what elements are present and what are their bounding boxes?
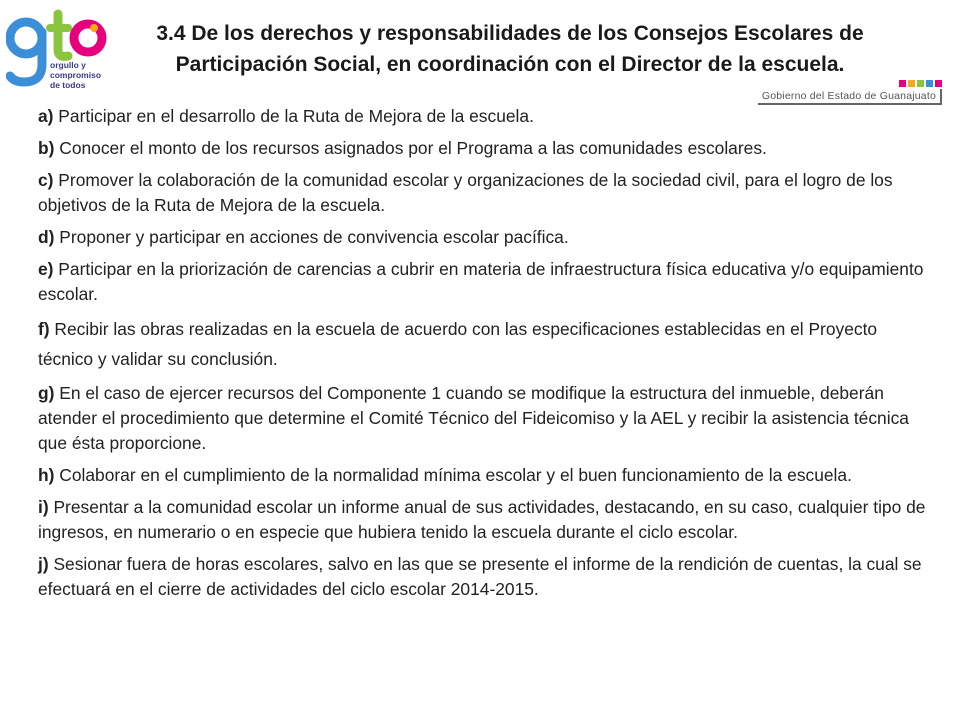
item-text: Recibir las obras realizadas en la escuela de acuerdo con las especificaciones establecidas en el Proyecto técnico y validar su conclusión.: [38, 319, 878, 369]
government-label: Gobierno del Estado de Guanajuato: [758, 89, 942, 105]
item-marker: g): [38, 383, 55, 403]
rights-list: [38, 104, 928, 609]
color-square: [899, 80, 906, 87]
color-square: [926, 80, 933, 87]
item-marker: d): [38, 227, 55, 247]
logo-tagline-line: compromiso: [50, 70, 102, 80]
item-marker: b): [38, 138, 55, 158]
page-title: 3.4 De los derechos y responsabilidades de los Consejos Escolares de Participación Social, en coordinación con el Director de la escuela.: [156, 22, 864, 76]
item-text: Participar en la priorización de carencias a cubrir en materia de infraestructura física educativa y/o equipamiento escolar.: [38, 259, 924, 304]
item-text: Conocer el monto de los recursos asignados por el Programa a las comunidades escolares.: [54, 138, 767, 158]
list-item: [38, 257, 928, 307]
item-marker: i): [38, 497, 49, 517]
item-text: Participar en el desarrollo de la Ruta de Mejora de la escuela.: [53, 106, 534, 126]
gto-logo: [6, 8, 110, 102]
item-marker: a): [38, 106, 54, 126]
color-squares: [758, 80, 942, 87]
list-item: [38, 495, 928, 545]
item-marker: j): [38, 554, 49, 574]
list-item: [38, 552, 928, 602]
color-square: [935, 80, 942, 87]
government-badge: [758, 80, 942, 105]
list-item: [38, 381, 928, 456]
item-marker: f): [38, 319, 50, 339]
logo-tagline-line: de todos: [50, 80, 86, 90]
item-text: En el caso de ejercer recursos del Componente 1 cuando se modifique la estructura del inmueble, deberán atender el procedimiento que determine el Comité Técnico del Fideicomiso y la AEL y recibir la asistencia técnica que ésta proporcione.: [38, 383, 909, 453]
list-item: [38, 463, 928, 488]
item-marker: e): [38, 259, 54, 279]
item-marker: c): [38, 170, 54, 190]
logo-tagline: [50, 60, 114, 90]
list-item: [38, 168, 928, 218]
list-item: [38, 104, 928, 129]
item-text: Promover la colaboración de la comunidad escolar y organizaciones de la sociedad civil, para el logro de los objetivos de la Ruta de Mejora de la escuela.: [38, 170, 893, 215]
item-text: Proponer y participar en acciones de convivencia escolar pacífica.: [54, 227, 569, 247]
item-text: Sesionar fuera de horas escolares, salvo en las que se presente el informe de la rendición de cuentas, la cual se efectuará en el cierre de actividades del ciclo escolar 2014-2015.: [38, 554, 922, 599]
list-item: [38, 136, 928, 161]
item-marker: h): [38, 465, 55, 485]
item-text: Presentar a la comunidad escolar un informe anual de sus actividades, destacando, en su caso, cualquier tipo de ingresos, en numerario o en especie que hubiera tenido la escuela durante el ciclo escolar.: [38, 497, 926, 542]
item-text: Colaborar en el cumplimiento de la normalidad mínima escolar y el buen funcionamiento de la escuela.: [54, 465, 852, 485]
color-square: [917, 80, 924, 87]
list-item: [38, 225, 928, 250]
list-item: [38, 314, 928, 374]
logo-tagline-line: orgullo y: [50, 60, 86, 70]
color-square: [908, 80, 915, 87]
